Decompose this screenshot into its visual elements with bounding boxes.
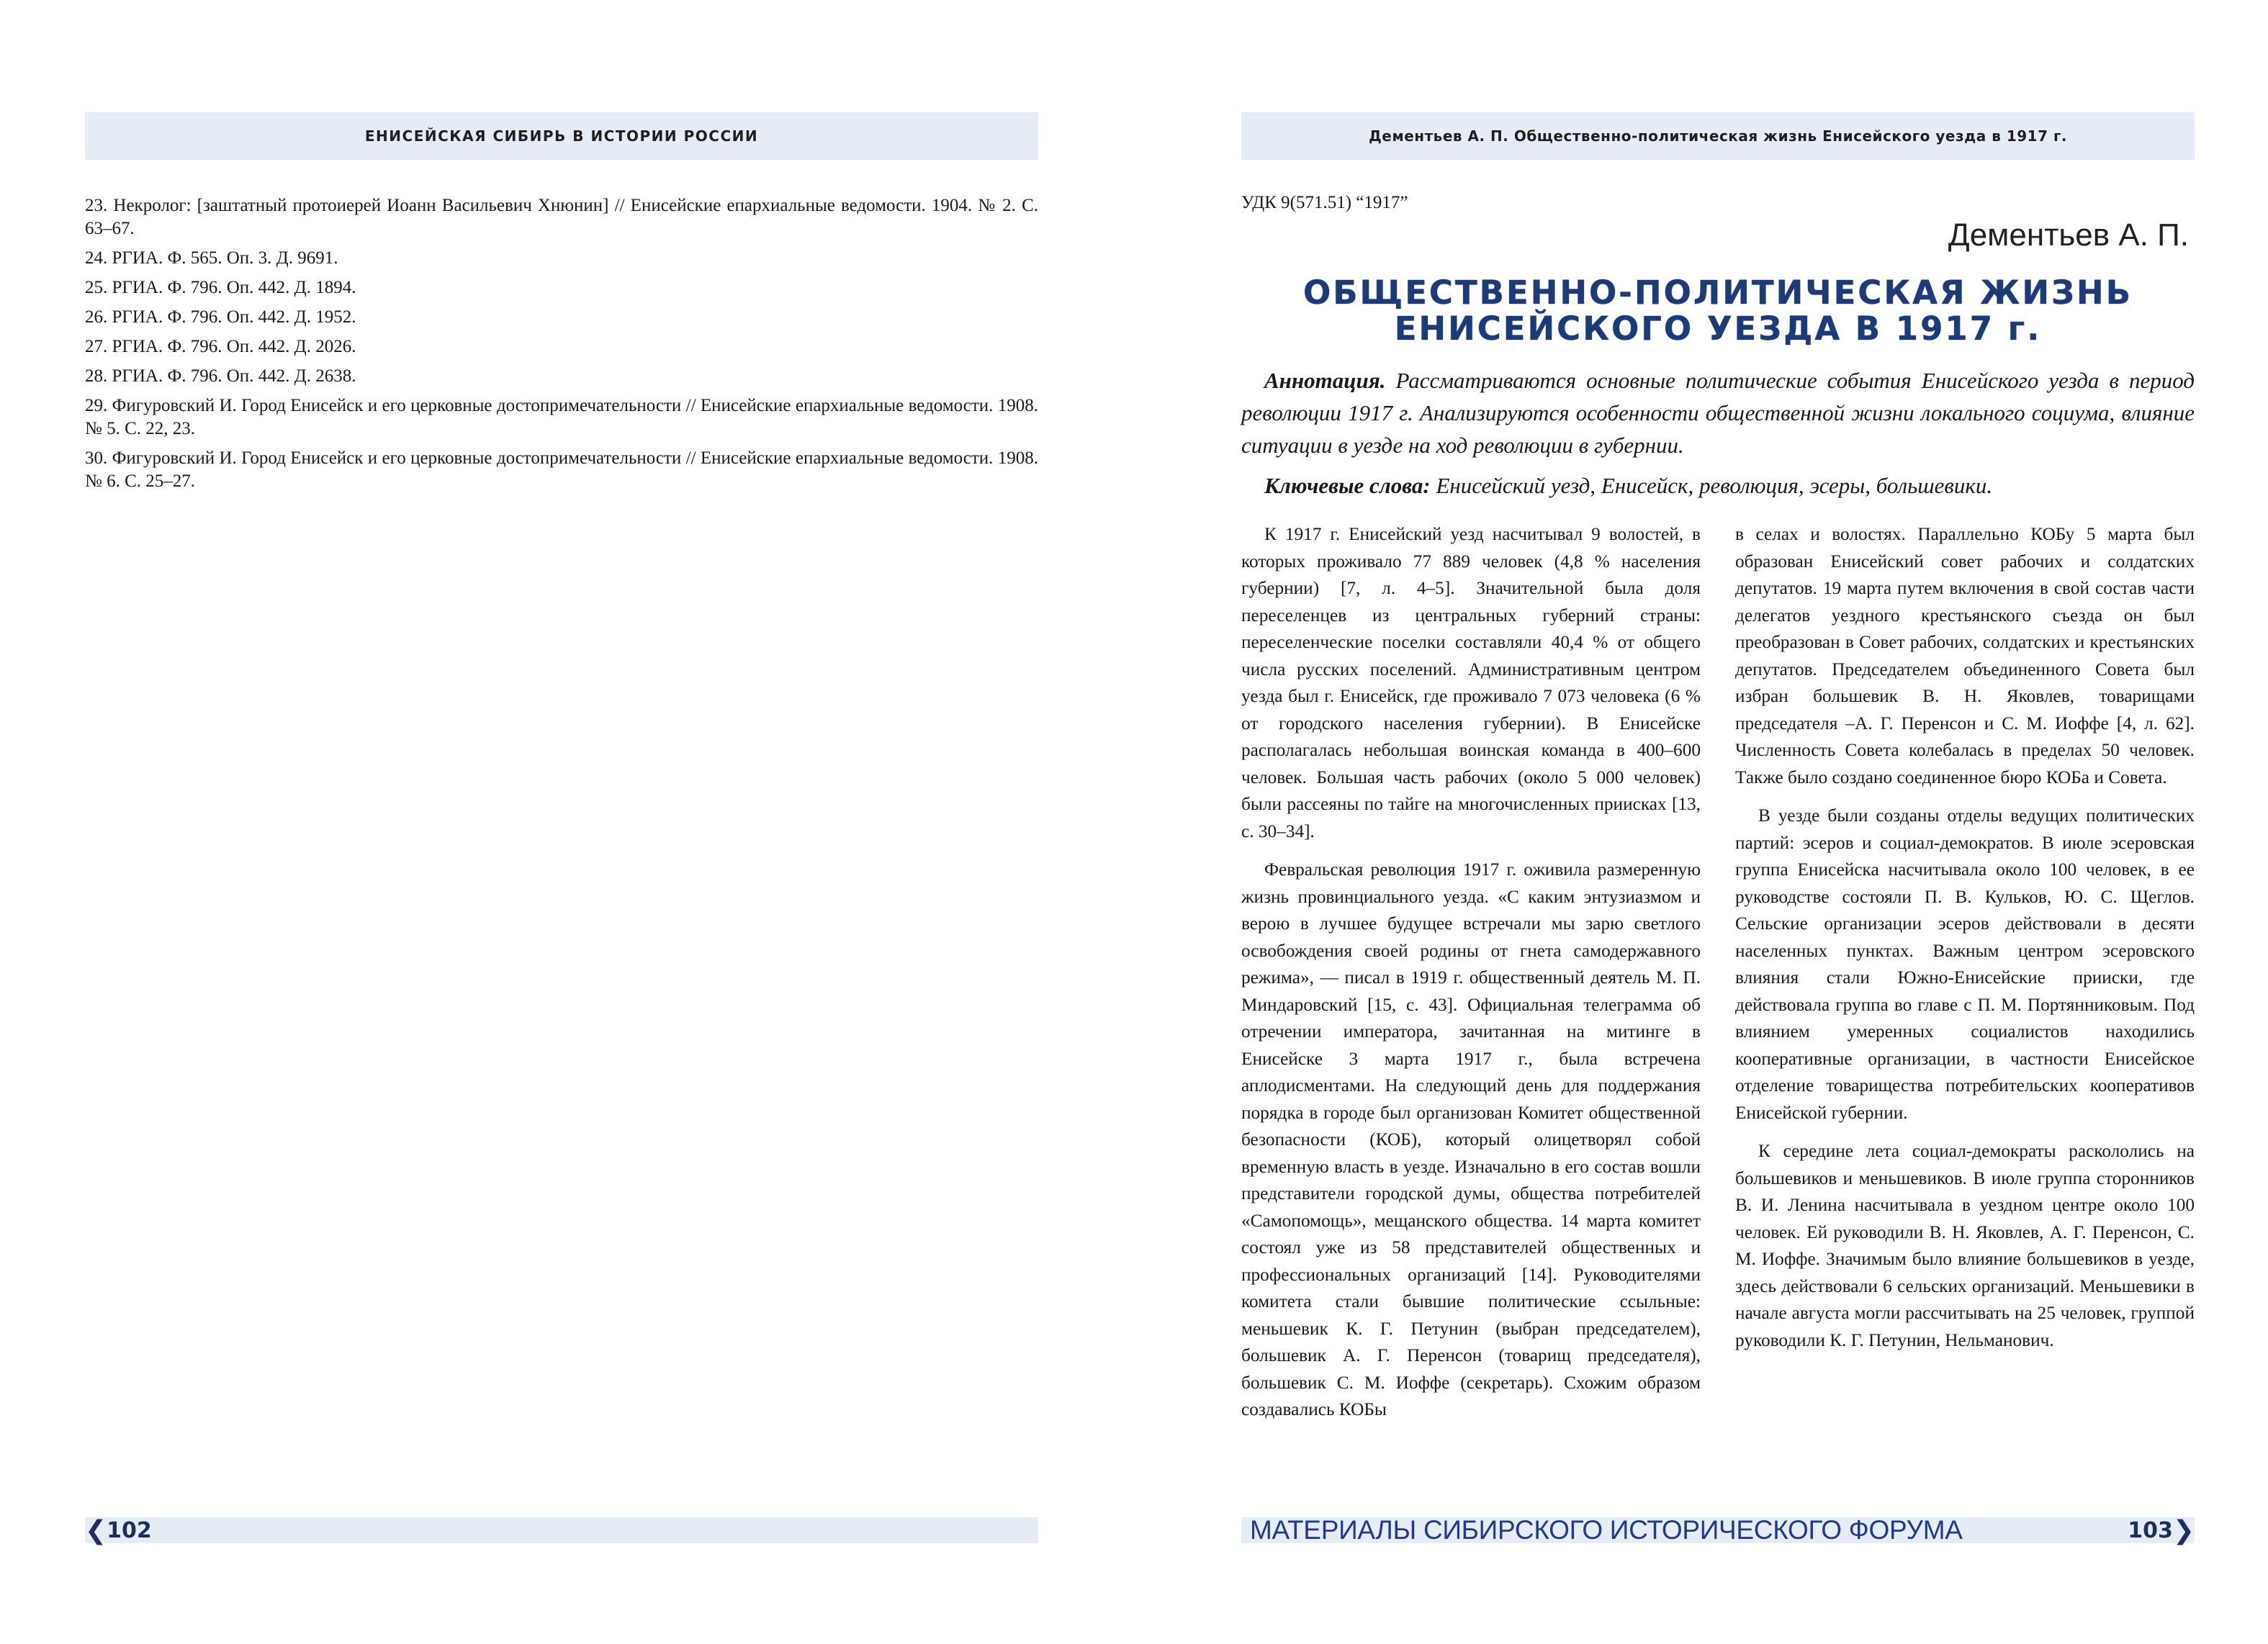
udk-code: УДК 9(571.51) “1917” bbox=[1241, 193, 1408, 212]
article-title-line: ЕНИСЕЙСКОГО УЕЗДА В 1917 г. bbox=[1394, 310, 2042, 348]
reference-item: 26. РГИА. Ф. 796. Оп. 442. Д. 1952. bbox=[85, 307, 356, 327]
reference-item: 30. Фигуровский И. Город Енисейск и его церковные достопримечательности // Енисейские епархиальные ведомости. 1908. № 6. С. 25–27. bbox=[85, 448, 1038, 491]
reference-item: 29. Фигуровский И. Город Енисейск и его церковные достопримечательности // Енисейские епархиальные ведомости. 1908. № 5. С. 22, 23. bbox=[85, 396, 1038, 438]
keywords-label: Ключевые слова: bbox=[1264, 473, 1431, 498]
abstract bbox=[1241, 364, 2195, 461]
article-title bbox=[1241, 275, 2195, 347]
reference-item: 25. РГИА. Ф. 796. Оп. 442. Д. 1894. bbox=[85, 278, 356, 297]
reference-item: 23. Некролог: [заштатный протоиерей Иоанн Васильевич Хнюнин] // Енисейские епархиальные ведомости. 1904. № 2. С. 63–67. bbox=[85, 196, 1038, 238]
abstract-label: Аннотация. bbox=[1264, 368, 1386, 393]
left-running-header: ЕНИСЕЙСКАЯ СИБИРЬ В ИСТОРИИ РОССИИ bbox=[85, 112, 1038, 160]
reference-item: 27. РГИА. Ф. 796. Оп. 442. Д. 2026. bbox=[85, 337, 356, 356]
body-paragraph: К 1917 г. Енисейский уезд насчитывал 9 волостей, в которых проживало 77 889 человек (4,8 % населения губернии) [7, л. 4–5]. Значительной была доля переселенцев из центральных губерний страны: переселенческие поселки составляли 40,4 % от общего числа русских поселений. Административным центром уезда был г. Енисейск, где проживало 7 073 человека (6 % от городского населения губернии). В Енисейске располагалась небольшая воинская команда в 400–600 человек. Большая часть рабочих (около 5 000 человек) были рассеяны по тайге на многочисленных приисках [13, с. 30–34]. bbox=[1241, 524, 1701, 841]
body-paragraph: В уезде были созданы отделы ведущих политических партий: эсеров и социал-демократов. В июле эсеровская группа Енисейска насчитывала около 100 человек, в ее руководстве состояли П. В. Кульков, Ю. С. Щеглов. Сельские организации эсеров действовали в десяти населенных пунктах. Важным центром эсеровского влияния стали Южно-Енисейские прииски, где действовала группа во главе с П. М. Портянниковым. Под влиянием умеренных социалистов находились кооперативные организации, в частности Енисейское отделение товарищества потребительских кооперативов Енисейской губернии. bbox=[1735, 805, 2195, 1123]
keywords-text: Енисейский уезд, Енисейск, революция, эсеры, большевики. bbox=[1430, 473, 1993, 498]
right-footer bbox=[1241, 1517, 2195, 1543]
chevron-right-icon: ❯ bbox=[2172, 1515, 2195, 1545]
right-page-number bbox=[2128, 1516, 2195, 1545]
left-footer bbox=[85, 1517, 1038, 1543]
right-page-number-text: 103 bbox=[2128, 1517, 2173, 1543]
body-column-1 bbox=[1241, 521, 1701, 1435]
article-author: Дементьев А. П. bbox=[1948, 217, 2189, 253]
body-paragraph: в селах и волостях. Параллельно КОБу 5 марта был образован Енисейский совет рабочих и солдатских депутатов. 19 марта путем включения в свой состав части делегатов уездного крестьянского съезда он был преобразован в Совет рабочих, солдатских и крестьянских депутатов. Председателем объединенного Совета был избран большевик В. Н. Яковлев, товарищами председателя –А. Г. Перенсон и С. М. Иоффе [4, л. 62]. Численность Совета колебалась в пределах 50 человек. Также было создано соединенное бюро КОБа и Совета. bbox=[1735, 524, 2195, 787]
body-paragraph: Февральская революция 1917 г. оживила размеренную жизнь провинциального уезда. «С каким энтузиазмом и верою в лучшее будущее встречали мы зарю светлого освобождения своей родины от гнета самодержавного режима», — писал в 1919 г. общественный деятель М. П. Миндаровский [15, с. 43]. Официальная телеграмма об отречении императора, зачитанная на митинге в Енисейске 3 марта 1917 г., была встречена аплодисментами. На следующий день для поддержания порядка в городе был организован Комитет общественной безопасности (КОБ), который олицетворял собой временную власть в уезде. Изначально в его состав вошли представители городской думы, общества потребителей «Самопомощь», мещанского общества. 14 марта комитет состоял уже из 58 представителей общественных и профессиональных организаций [14]. Руководителями комитета стали бывшие политические ссыльные: меньшевик К. Г. Петунин (выбран председателем), большевик А. Г. Перенсон (товарищ председателя), большевик С. М. Иоффе (секретарь). Схожим образом создавались КОБы bbox=[1241, 859, 1701, 1419]
left-page-number-text: 102 bbox=[107, 1517, 152, 1543]
abstract-text: Рассматриваются основные политические события Енисейского уезда в период революции 1917 г. Анализируются особенности общественной жизни локального социума, влияние ситуации в уезде на ход революции в губернии. bbox=[1241, 368, 2195, 458]
article-title-line: ОБЩЕСТВЕННО-ПОЛИТИЧЕСКАЯ ЖИЗНЬ bbox=[1302, 274, 2133, 312]
reference-list bbox=[85, 194, 1038, 500]
reference-item: 28. РГИА. Ф. 796. Оп. 442. Д. 2638. bbox=[85, 366, 356, 386]
right-running-header: Дементьев А. П. Общественно-политическая жизнь Енисейского уезда в 1917 г. bbox=[1241, 112, 2195, 160]
reference-item: 24. РГИА. Ф. 565. Оп. 3. Д. 9691. bbox=[85, 248, 338, 268]
chevron-left-icon: ❮ bbox=[85, 1515, 107, 1545]
body-paragraph: К середине лета социал-демократы раскололись на большевиков и меньшевиков. В июле группа сторонников В. И. Ленина насчитывала в уездном центре около 100 человек. Ей руководили В. Н. Яковлев, А. Г. Перенсон, С. М. Иоффе. Значимым было влияние большевиков в уезде, здесь действовали 6 сельских организаций. Меньшевики в начале августа могли рассчитывать на 25 человек, группой руководили К. Г. Петунин, Нельманович. bbox=[1735, 1141, 2195, 1350]
keywords bbox=[1241, 469, 2195, 502]
footer-journal-title: МАТЕРИАЛЫ СИБИРСКОГО ИСТОРИЧЕСКОГО ФОРУМА bbox=[1250, 1515, 1963, 1545]
left-page-number bbox=[85, 1516, 152, 1545]
body-column-2 bbox=[1735, 521, 2195, 1365]
